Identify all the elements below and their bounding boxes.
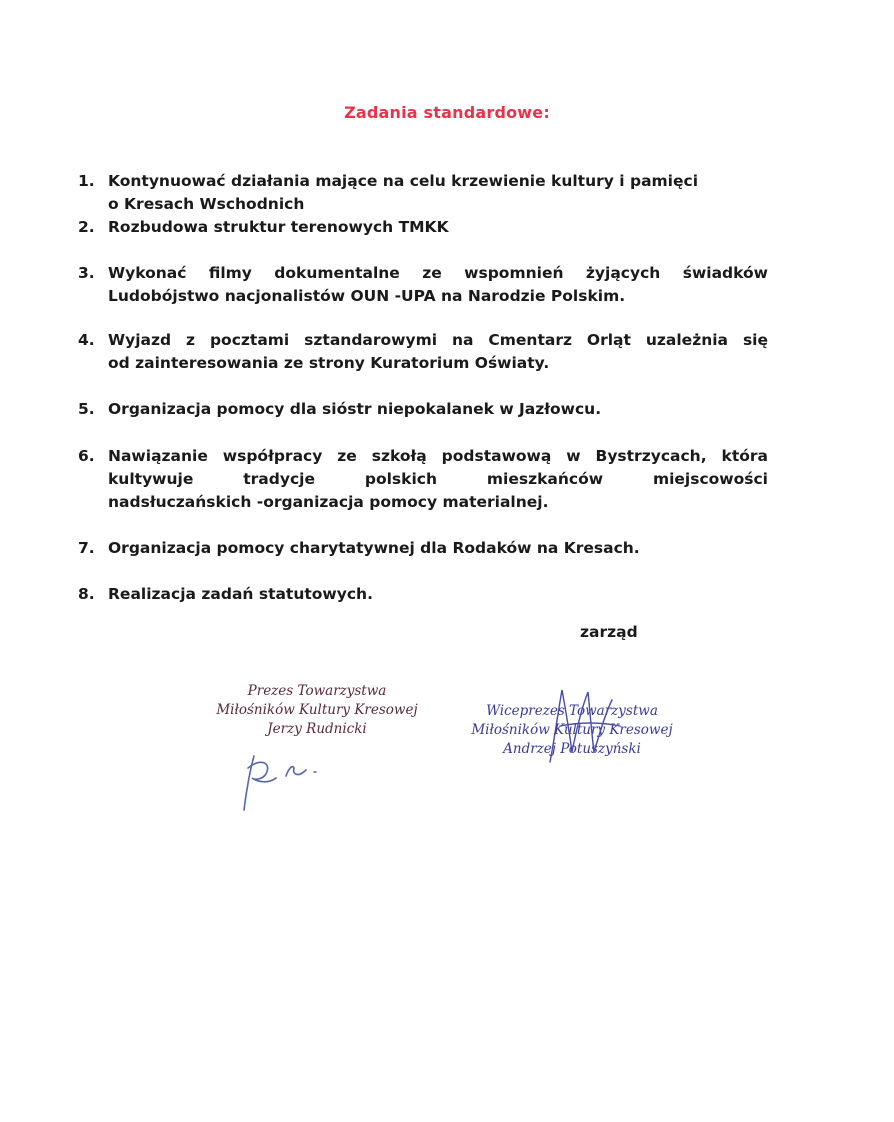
item-line: Organizacja pomocy charytatywnej dla Rodaków na Kresach. — [108, 539, 640, 557]
list-item — [78, 445, 768, 514]
stamp-line: Jerzy Rudnicki — [267, 721, 367, 737]
stamp-line: Prezes Towarzystwa — [247, 683, 387, 699]
list-item — [78, 170, 768, 216]
item-line: Nawiązanie współpracy ze szkołą podstawową w Bystrzycach, która — [108, 447, 768, 465]
item-line: od zainteresowania ze strony Kuratorium Oświaty. — [108, 354, 550, 372]
item-number: 4. — [78, 331, 95, 349]
item-line: Ludobójstwo nacjonalistów OUN -UPA na Narodzie Polskim. — [108, 287, 626, 305]
item-number: 8. — [78, 585, 95, 603]
item-line: Kontynuować działania mające na celu krzewienie kultury i pamięci — [108, 172, 699, 190]
item-number: 7. — [78, 539, 95, 557]
list-item — [78, 398, 768, 421]
item-number: 2. — [78, 218, 95, 236]
list-item — [78, 583, 768, 606]
list-item — [78, 216, 768, 239]
stamp-line: Miłośników Kultury Kresowej — [471, 722, 673, 738]
stamp-line: Andrzej Potuszyński — [503, 741, 641, 757]
stamp-line: Wiceprezes Towarzystwa — [486, 703, 658, 719]
item-line: Realizacja zadań statutowych. — [108, 585, 373, 603]
item-line: Organizacja pomocy dla sióstr niepokalanek w Jazłowcu. — [108, 400, 602, 418]
board-label: zarząd — [580, 623, 638, 641]
item-number: 1. — [78, 172, 95, 190]
president-stamp — [212, 682, 422, 739]
item-line: Wykonać filmy dokumentalne ze wspomnień żyjących świadków — [108, 264, 768, 282]
stamp-line: Miłośników Kultury Kresowej — [216, 702, 418, 718]
vice-president-signature — [520, 682, 650, 772]
item-number: 3. — [78, 264, 95, 282]
list-item — [78, 537, 768, 560]
item-line: o Kresach Wschodnich — [108, 195, 305, 213]
item-line: kultywuje tradycje polskich mieszkańców miejscowości — [108, 470, 768, 488]
item-number: 5. — [78, 400, 95, 418]
page-title: Zadania standardowe: — [344, 103, 550, 122]
president-signature — [232, 748, 342, 818]
list-item — [78, 329, 768, 375]
item-line: Rozbudowa struktur terenowych TMKK — [108, 218, 449, 236]
list-item — [78, 262, 768, 308]
item-number: 6. — [78, 447, 95, 465]
item-line: Wyjazd z pocztami sztandarowymi na Cmentarz Orląt uzależnia się — [108, 331, 768, 349]
item-line: nadsłuczańskich -organizacja pomocy materialnej. — [108, 493, 549, 511]
